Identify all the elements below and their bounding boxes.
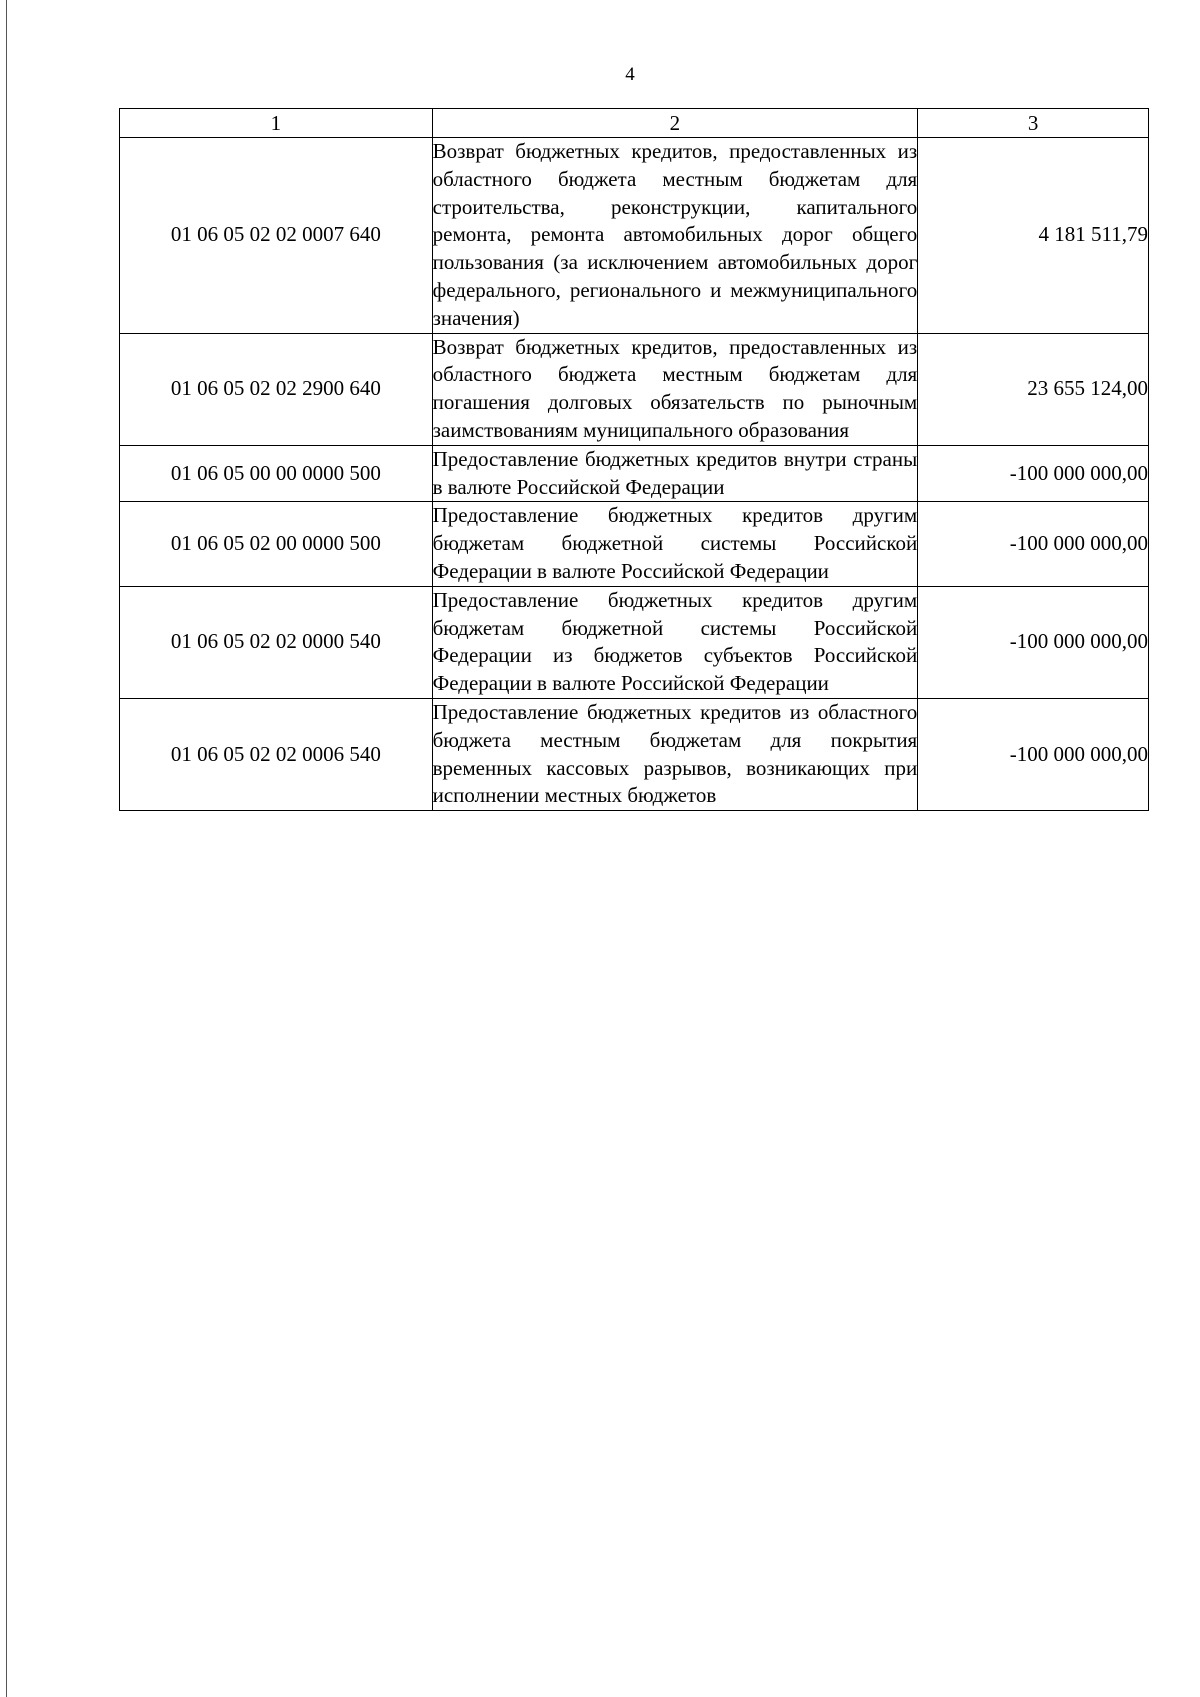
item-amount: -100 000 000,00 — [918, 502, 1149, 586]
column-header-3: 3 — [918, 109, 1149, 138]
item-amount: -100 000 000,00 — [918, 586, 1149, 698]
table-row — [120, 333, 1149, 445]
item-amount: -100 000 000,00 — [918, 698, 1149, 810]
item-description — [432, 333, 918, 445]
table-row — [120, 502, 1149, 586]
item-description — [432, 138, 918, 334]
item-description-text: Предоставление бюджетных кредитов другим бюджетам бюджетной системы Российской Федерации в валюте Российской Федерации — [432, 503, 918, 583]
table-header-row — [120, 109, 1149, 138]
item-description-text: Возврат бюджетных кредитов, предоставленных из областного бюджета местным бюджетам для строительства, реконструкции, капитального ремонта, ремонта автомобильных дорог общего пользования (за исключением автомобильных дорог федерального, регионального и межмуниципального значения) — [432, 139, 918, 330]
item-description — [432, 698, 918, 810]
item-amount: 4 181 511,79 — [918, 138, 1149, 334]
item-description — [432, 445, 918, 502]
item-description-text: Возврат бюджетных кредитов, предоставленных из областного бюджета местным бюджетам для погашения долговых обязательств по рыночным заимствованиям муниципального образования — [432, 334, 918, 442]
budget-code: 01 06 05 02 00 0000 500 — [120, 502, 433, 586]
column-header-1: 1 — [120, 109, 433, 138]
budget-code: 01 06 05 02 02 0007 640 — [120, 138, 433, 334]
item-description — [432, 502, 918, 586]
budget-code: 01 06 05 02 02 0000 540 — [120, 586, 433, 698]
column-header-2: 2 — [432, 109, 918, 138]
item-amount: -100 000 000,00 — [918, 445, 1149, 502]
item-description-text: Предоставление бюджетных кредитов внутри страны в валюте Российской Федерации — [432, 446, 918, 499]
table-row — [120, 445, 1149, 502]
table-row — [120, 586, 1149, 698]
item-description — [432, 586, 918, 698]
page-edge-line — [6, 0, 7, 1697]
item-description-text: Предоставление бюджетных кредитов другим бюджетам бюджетной системы Российской Федерации из бюджетов субъектов Российской Федерации в валюте Российской Федерации — [432, 587, 918, 696]
page-number: 4 — [625, 64, 635, 85]
item-description-text: Предоставление бюджетных кредитов из областного бюджета местным бюджетам для покрытия временных кассовых разрывов, возникающих при исполнении местных бюджетов — [432, 699, 918, 808]
table-row — [120, 698, 1149, 810]
budget-sources-table — [119, 108, 1149, 811]
item-amount: 23 655 124,00 — [918, 333, 1149, 445]
table-row — [120, 138, 1149, 334]
budget-code: 01 06 05 02 02 2900 640 — [120, 333, 433, 445]
budget-code: 01 06 05 00 00 0000 500 — [120, 445, 433, 502]
budget-code: 01 06 05 02 02 0006 540 — [120, 698, 433, 810]
